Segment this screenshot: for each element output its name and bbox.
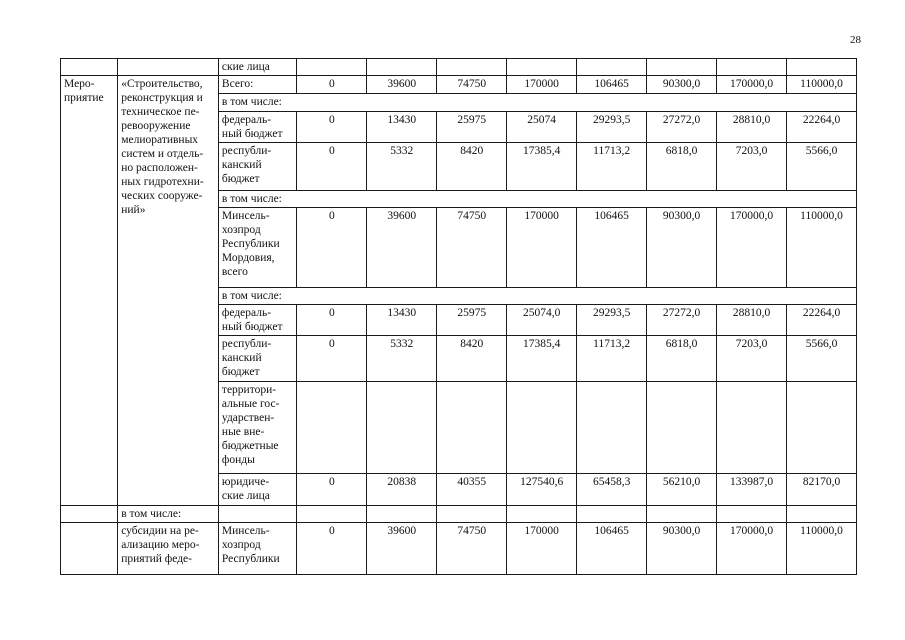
- value-cell: 8420: [437, 143, 507, 191]
- activity-type-cell: [61, 76, 118, 506]
- cell-line: республи-: [221, 338, 272, 350]
- cell-line: всего: [221, 266, 248, 278]
- value-cell: 17385,4: [507, 336, 577, 382]
- value-cell: [297, 382, 367, 474]
- activity-type-cell: [61, 506, 118, 523]
- value-cell: [787, 506, 857, 523]
- value-cell: 56210,0: [647, 474, 717, 506]
- value-cell: 0: [297, 474, 367, 506]
- cell-line: ные вне-: [221, 426, 265, 438]
- value-cell: 133987,0: [717, 474, 787, 506]
- value-cell: 170000: [507, 76, 577, 94]
- value-cell: 6818,0: [647, 143, 717, 191]
- value-cell: 170000,0: [717, 523, 787, 575]
- cell-line: ударствен-: [221, 412, 275, 424]
- value-cell: 29293,5: [577, 305, 647, 336]
- value-cell: 22264,0: [787, 112, 857, 143]
- value-cell: [717, 59, 787, 76]
- value-cell: 110000,0: [787, 76, 857, 94]
- table-row: [61, 506, 857, 523]
- value-cell: 170000: [507, 208, 577, 288]
- activity-type-cell: [61, 59, 118, 76]
- cell-line: систем и отдель-: [121, 148, 204, 160]
- value-cell: [437, 59, 507, 76]
- value-cell: 11713,2: [577, 143, 647, 191]
- funding-source-cell: [218, 191, 856, 208]
- value-cell: [507, 382, 577, 474]
- value-cell: [647, 506, 717, 523]
- funding-source-cell: [218, 336, 296, 382]
- value-cell: 0: [297, 305, 367, 336]
- value-cell: 8420: [437, 336, 507, 382]
- value-cell: 0: [297, 112, 367, 143]
- cell-line: субсидии на ре-: [121, 525, 199, 537]
- value-cell: [507, 506, 577, 523]
- cell-line: Всего:: [221, 78, 254, 90]
- value-cell: 5332: [367, 143, 437, 191]
- cell-line: Минсель-: [221, 210, 270, 222]
- cell-line: бюджетные: [221, 440, 279, 452]
- cell-line: канский: [221, 352, 262, 364]
- funding-source-cell: [218, 76, 296, 94]
- cell-line: ный бюджет: [221, 321, 283, 333]
- value-cell: [367, 382, 437, 474]
- cell-line: техническое пе-: [121, 106, 200, 118]
- value-cell: 7203,0: [717, 143, 787, 191]
- cell-line: альные гос-: [221, 398, 280, 410]
- value-cell: 0: [297, 208, 367, 288]
- funding-source-cell: [218, 94, 856, 112]
- value-cell: 110000,0: [787, 523, 857, 575]
- value-cell: [437, 506, 507, 523]
- in-that-number-cell: в том числе:: [118, 506, 219, 523]
- value-cell: 11713,2: [577, 336, 647, 382]
- funding-source-cell: [218, 474, 296, 506]
- value-cell: 82170,0: [787, 474, 857, 506]
- value-cell: 27272,0: [647, 112, 717, 143]
- budget-table-sheet: [60, 58, 857, 578]
- table-row: [61, 523, 857, 575]
- cell-line: территори-: [221, 384, 277, 396]
- value-cell: 25975: [437, 305, 507, 336]
- value-cell: 74750: [437, 208, 507, 288]
- cell-line: ские лица: [221, 490, 270, 502]
- value-cell: 0: [297, 76, 367, 94]
- table-row: [61, 76, 857, 94]
- cell-line: мелиоративных: [121, 134, 199, 146]
- value-cell: [437, 382, 507, 474]
- value-cell: 90300,0: [647, 208, 717, 288]
- value-cell: 13430: [367, 305, 437, 336]
- value-cell: [787, 59, 857, 76]
- cell-line: в том числе:: [221, 193, 282, 205]
- subsidy-name-cell: [118, 523, 219, 575]
- value-cell: 170000,0: [717, 76, 787, 94]
- value-cell: [577, 506, 647, 523]
- value-cell: [507, 59, 577, 76]
- value-cell: 0: [297, 336, 367, 382]
- value-cell: 40355: [437, 474, 507, 506]
- cell-line: канский: [221, 159, 262, 171]
- funding-source-cell: [218, 382, 296, 474]
- cell-line: «Строительство,: [121, 78, 203, 90]
- value-cell: 29293,5: [577, 112, 647, 143]
- value-cell: 170000,0: [717, 208, 787, 288]
- cell-line: республи-: [221, 145, 272, 157]
- value-cell: 39600: [367, 76, 437, 94]
- cell-line: Республики: [221, 238, 280, 250]
- cell-line: федераль-: [221, 114, 272, 126]
- funding-source-cell: [218, 208, 296, 288]
- cell-line: в том числе:: [221, 96, 282, 108]
- value-cell: 106465: [577, 208, 647, 288]
- page-number: 28: [850, 34, 861, 46]
- value-cell: 28810,0: [717, 305, 787, 336]
- funding-source-cell: [218, 143, 296, 191]
- value-cell: 17385,4: [507, 143, 577, 191]
- cell-line: приятие: [64, 92, 104, 104]
- cell-line: бюджет: [221, 173, 260, 185]
- value-cell: 25074: [507, 112, 577, 143]
- budget-table: [60, 58, 857, 575]
- cell-line: хозпрод: [221, 539, 261, 551]
- value-cell: 25975: [437, 112, 507, 143]
- funding-source-cell: [218, 305, 296, 336]
- cell-line: юридиче-: [221, 476, 270, 488]
- cell-line: но расположен-: [121, 162, 198, 174]
- value-cell: [647, 382, 717, 474]
- value-cell: 6818,0: [647, 336, 717, 382]
- value-cell: [647, 59, 717, 76]
- cell-line: ревооружение: [121, 120, 191, 132]
- value-cell: 110000,0: [787, 208, 857, 288]
- value-cell: 22264,0: [787, 305, 857, 336]
- cell-line: ализацию меро-: [121, 539, 200, 551]
- value-cell: 28810,0: [717, 112, 787, 143]
- value-cell: [717, 382, 787, 474]
- funding-source-cell: [218, 112, 296, 143]
- value-cell: 90300,0: [647, 523, 717, 575]
- value-cell: [717, 506, 787, 523]
- value-cell: 39600: [367, 523, 437, 575]
- cell-line: Меро-: [64, 78, 95, 90]
- value-cell: 65458,3: [577, 474, 647, 506]
- activity-name-cell: [118, 76, 219, 506]
- cell-line: фонды: [221, 454, 255, 466]
- funding-source-cell: [218, 506, 296, 523]
- activity-type-cell: [61, 523, 118, 575]
- cell-line: федераль-: [221, 307, 272, 319]
- value-cell: 74750: [437, 523, 507, 575]
- cell-line: ские лица: [221, 61, 270, 73]
- value-cell: [297, 506, 367, 523]
- value-cell: 74750: [437, 76, 507, 94]
- activity-name-cell: [118, 59, 219, 76]
- value-cell: [577, 59, 647, 76]
- cell-line: Республики: [221, 553, 280, 565]
- cell-line: ний»: [121, 204, 146, 216]
- value-cell: 5332: [367, 336, 437, 382]
- funding-source-cell: [218, 59, 296, 76]
- value-cell: 127540,6: [507, 474, 577, 506]
- value-cell: 5566,0: [787, 336, 857, 382]
- value-cell: [787, 382, 857, 474]
- value-cell: 90300,0: [647, 76, 717, 94]
- funding-source-cell: [218, 288, 856, 305]
- cell-line: приятий феде-: [121, 553, 192, 565]
- cell-line: хозпрод: [221, 224, 261, 236]
- value-cell: 13430: [367, 112, 437, 143]
- value-cell: 0: [297, 143, 367, 191]
- value-cell: 25074,0: [507, 305, 577, 336]
- value-cell: 39600: [367, 208, 437, 288]
- cell-line: ных гидротехни-: [121, 176, 204, 188]
- value-cell: [367, 506, 437, 523]
- cell-line: Минсель-: [221, 525, 270, 537]
- value-cell: 7203,0: [717, 336, 787, 382]
- cell-line: ческих сооруже-: [121, 190, 203, 202]
- table-row: [61, 59, 857, 76]
- value-cell: 0: [297, 523, 367, 575]
- value-cell: 27272,0: [647, 305, 717, 336]
- cell-line: Мордовия,: [221, 252, 275, 264]
- value-cell: 20838: [367, 474, 437, 506]
- cell-line: в том числе:: [221, 290, 282, 302]
- funding-source-cell: [218, 523, 296, 575]
- cell-line: бюджет: [221, 366, 260, 378]
- value-cell: 106465: [577, 76, 647, 94]
- value-cell: [367, 59, 437, 76]
- cell-line: ный бюджет: [221, 128, 283, 140]
- value-cell: 5566,0: [787, 143, 857, 191]
- cell-line: реконструкция и: [121, 92, 203, 104]
- value-cell: [577, 382, 647, 474]
- value-cell: [297, 59, 367, 76]
- value-cell: 170000: [507, 523, 577, 575]
- value-cell: 106465: [577, 523, 647, 575]
